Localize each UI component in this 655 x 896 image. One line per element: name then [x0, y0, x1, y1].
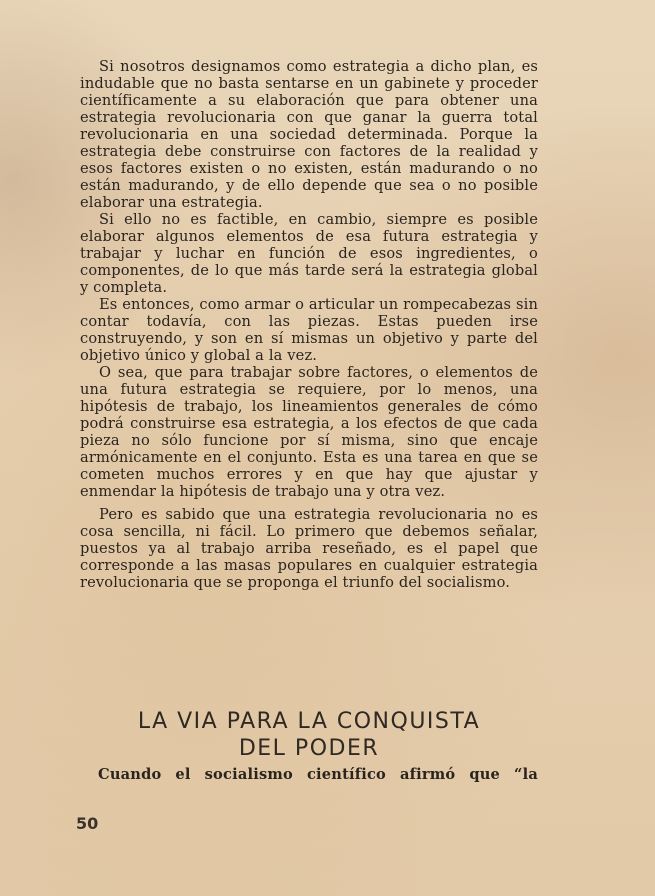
section-heading-line-1: LA VIA PARA LA CONQUISTA: [137, 709, 481, 734]
paragraph-5: Pero es sabido que una estrategia revolucionaria no es cosa sencilla, ni fácil. Lo primero que debemos señalar, puestos ya al trabajo arriba reseñado, es el papel que corresponde a las masas populares en cualquier estrategia revolucionaria que se proponga el triunfo del socialismo.: [80, 506, 538, 591]
paragraph-4: O sea, que para trabajar sobre factores, o elementos de una futura estrategia se requiere, por lo menos, una hipótesis de trabajo, los lineamientos generales de cómo podrá construirse esa estrategia, a los efectos de que cada pieza no sólo funcione por sí misma, sino que encaje armónicamente en el conjunto. Esta es una tarea en que se cometen muchos errores y en que hay que ajustar y enmendar la hipótesis de trabajo una y otra vez.: [80, 364, 538, 500]
section-heading: [80, 708, 538, 762]
paragraph-3: Es entonces, como armar o articular un rompecabezas sin contar todavía, con las piezas. Estas pueden irse construyendo, y son en sí mismas un objetivo y parte del objetivo único y global a la vez.: [80, 296, 538, 364]
section-lead-line: Cuando el socialismo científico afirmó que “la: [98, 766, 538, 783]
body-text: [80, 58, 538, 591]
section-heading-line-2: DEL PODER: [238, 736, 380, 761]
paragraph-2: Si ello no es factible, en cambio, siempre es posible elaborar algunos elementos de esa futura estrategia y trabajar y luchar en función de esos ingredientes, o componentes, de lo que más tarde será la estrategia global y completa.: [80, 211, 538, 296]
paragraph-1: Si nosotros designamos como estrategia a dicho plan, es indudable que no basta sentarse en un gabinete y proceder científicamente a su elaboración que para obtener una estrategia revolucionaria con que ganar la guerra total revolucionaria en una sociedad determinada. Porque la estrategia debe construirse con factores de la realidad y esos factores existen o no existen, están madurando o no están madurando, y de ello depende que sea o no posible elaborar una estrategia.: [80, 58, 538, 211]
page-number: 50: [76, 814, 99, 833]
